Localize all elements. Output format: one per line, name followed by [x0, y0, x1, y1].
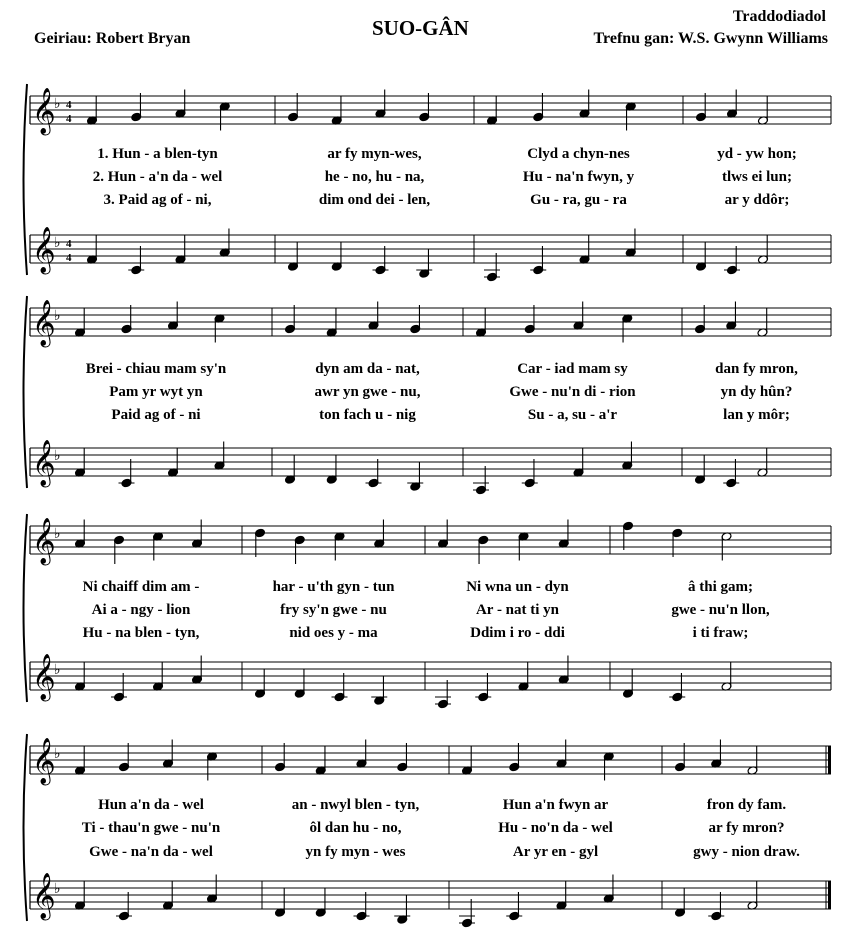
lyric-line: Clyd a chyn-nes: [527, 146, 630, 162]
lyric-line: Ar - nat ti yn: [475, 602, 560, 618]
lyric-line: gwe - nu'n llon,: [671, 602, 770, 618]
lyric-line: Hun a'n da - wel: [98, 797, 204, 813]
lyric-line: 1. Hun - a blen-tyn: [97, 146, 218, 162]
time-sig-top: 4: [66, 99, 72, 111]
lyric-line: 2. Hun - a'n da - wel: [92, 169, 223, 185]
flat-icon: ♭: [54, 235, 61, 251]
time-sig-bottom: 4: [66, 252, 72, 264]
system-brace: [24, 734, 28, 921]
arranger-credit: Trefnu gan: W.S. Gwynn Williams: [593, 30, 828, 47]
lyric-line: tlws ei lun;: [721, 169, 793, 185]
lyric-line: Gu - ra, gu - ra: [530, 192, 627, 208]
lyric-line: Su - a, su - a'r: [527, 407, 618, 423]
lyric-line: nid oes y - ma: [289, 625, 378, 641]
staff-2-lower: [30, 440, 831, 495]
lyric-line: fry sy'n gwe - nu: [280, 602, 387, 618]
system-brace: [24, 514, 28, 702]
lyric-line: Paid ag of - ni: [111, 407, 201, 423]
lyric-line: ar fy mron?: [708, 820, 785, 836]
flat-icon: ♭: [54, 448, 61, 464]
lyric-line: i ti fraw;: [692, 625, 749, 641]
system-brace: [24, 84, 28, 275]
lyric-line: 3. Paid ag of - ni,: [103, 192, 212, 208]
tradition-credit: Traddodiadol: [732, 8, 826, 25]
lyric-line: Ni wna un - dyn: [466, 579, 569, 595]
page-title: SUO-GÂN: [372, 16, 469, 40]
lyric-line: he - no, hu - na,: [324, 169, 425, 185]
lyric-line: Ar yr en - gyl: [512, 844, 599, 860]
lyric-line: dim ond dei - len,: [318, 192, 431, 208]
staff-3-upper: [30, 518, 831, 566]
lyric-line: ôl dan hu - no,: [309, 820, 402, 836]
final-barline-thick: [828, 746, 831, 774]
treble-clef-icon: 𝄞: [32, 227, 56, 273]
treble-clef-icon: 𝄞: [32, 654, 56, 700]
treble-clef-icon: 𝄞: [32, 738, 56, 784]
lyric-line: yd - yw hon;: [717, 146, 797, 162]
staff-3-lower: [30, 654, 831, 709]
system-brace: [24, 296, 28, 488]
lyric-line: ar fy myn-wes,: [327, 146, 422, 162]
time-sig-top: 4: [66, 238, 72, 250]
staff-2-upper: [30, 300, 831, 348]
lyric-line: â thi gam;: [688, 579, 753, 595]
lyric-line: fron dy fam.: [706, 797, 787, 813]
lyric-line: ar y ddôr;: [724, 192, 790, 208]
staff-1-upper: [30, 88, 831, 136]
treble-clef-icon: 𝄞: [32, 440, 56, 486]
lyric-line: Ai a - ngy - lion: [91, 602, 191, 618]
lyric-line: Hu - na blen - tyn,: [82, 625, 200, 641]
flat-icon: ♭: [54, 746, 61, 762]
lyric-line: gwy - nion draw.: [693, 844, 800, 860]
staff-4-lower: [30, 873, 831, 928]
lyric-line: Brei - chiau mam sy'n: [85, 361, 227, 377]
flat-icon: ♭: [54, 96, 61, 112]
time-sig-bottom: 4: [66, 113, 72, 125]
flat-icon: ♭: [54, 881, 61, 897]
lyric-line: yn fy myn - wes: [305, 844, 406, 860]
treble-clef-icon: 𝄞: [32, 873, 56, 919]
lyric-line: Pam yr wyt yn: [109, 384, 203, 400]
flat-icon: ♭: [54, 308, 61, 324]
lyric-line: lan y môr;: [723, 407, 790, 423]
lyric-line: Gwe - nu'n di - rion: [509, 384, 636, 400]
flat-icon: ♭: [54, 662, 61, 678]
lyric-line: Gwe - na'n da - wel: [89, 844, 213, 860]
treble-clef-icon: 𝄞: [32, 300, 56, 346]
lyric-line: an - nwyl blen - tyn,: [291, 797, 420, 813]
lyric-line: dan fy mron,: [715, 361, 798, 377]
lyric-line: Ddim i ro - ddi: [470, 625, 565, 641]
final-barline-thick: [828, 881, 831, 909]
lyric-line: Hu - no'n da - wel: [498, 820, 613, 836]
lyric-line: Hun a'n fwyn ar: [502, 797, 609, 813]
lyric-line: har - u'th gyn - tun: [272, 579, 395, 595]
flat-icon: ♭: [54, 526, 61, 542]
staff-1-lower: [30, 227, 831, 282]
lyric-line: Ni chaiff dim am -: [82, 579, 200, 595]
staff-4-upper: [30, 738, 831, 786]
treble-clef-icon: 𝄞: [32, 88, 56, 134]
lyric-line: Hu - na'n fwyn, y: [522, 169, 635, 185]
lyric-line: ton fach u - nig: [319, 407, 416, 423]
lyricist-credit: Geiriau: Robert Bryan: [34, 30, 191, 47]
lyric-line: Car - iad mam sy: [517, 361, 628, 377]
lyric-line: awr yn gwe - nu,: [314, 384, 421, 400]
lyric-line: dyn am da - nat,: [315, 361, 420, 377]
lyric-line: yn dy hûn?: [720, 384, 793, 400]
treble-clef-icon: 𝄞: [32, 518, 56, 564]
lyric-line: Ti - thau'n gwe - nu'n: [81, 820, 221, 836]
